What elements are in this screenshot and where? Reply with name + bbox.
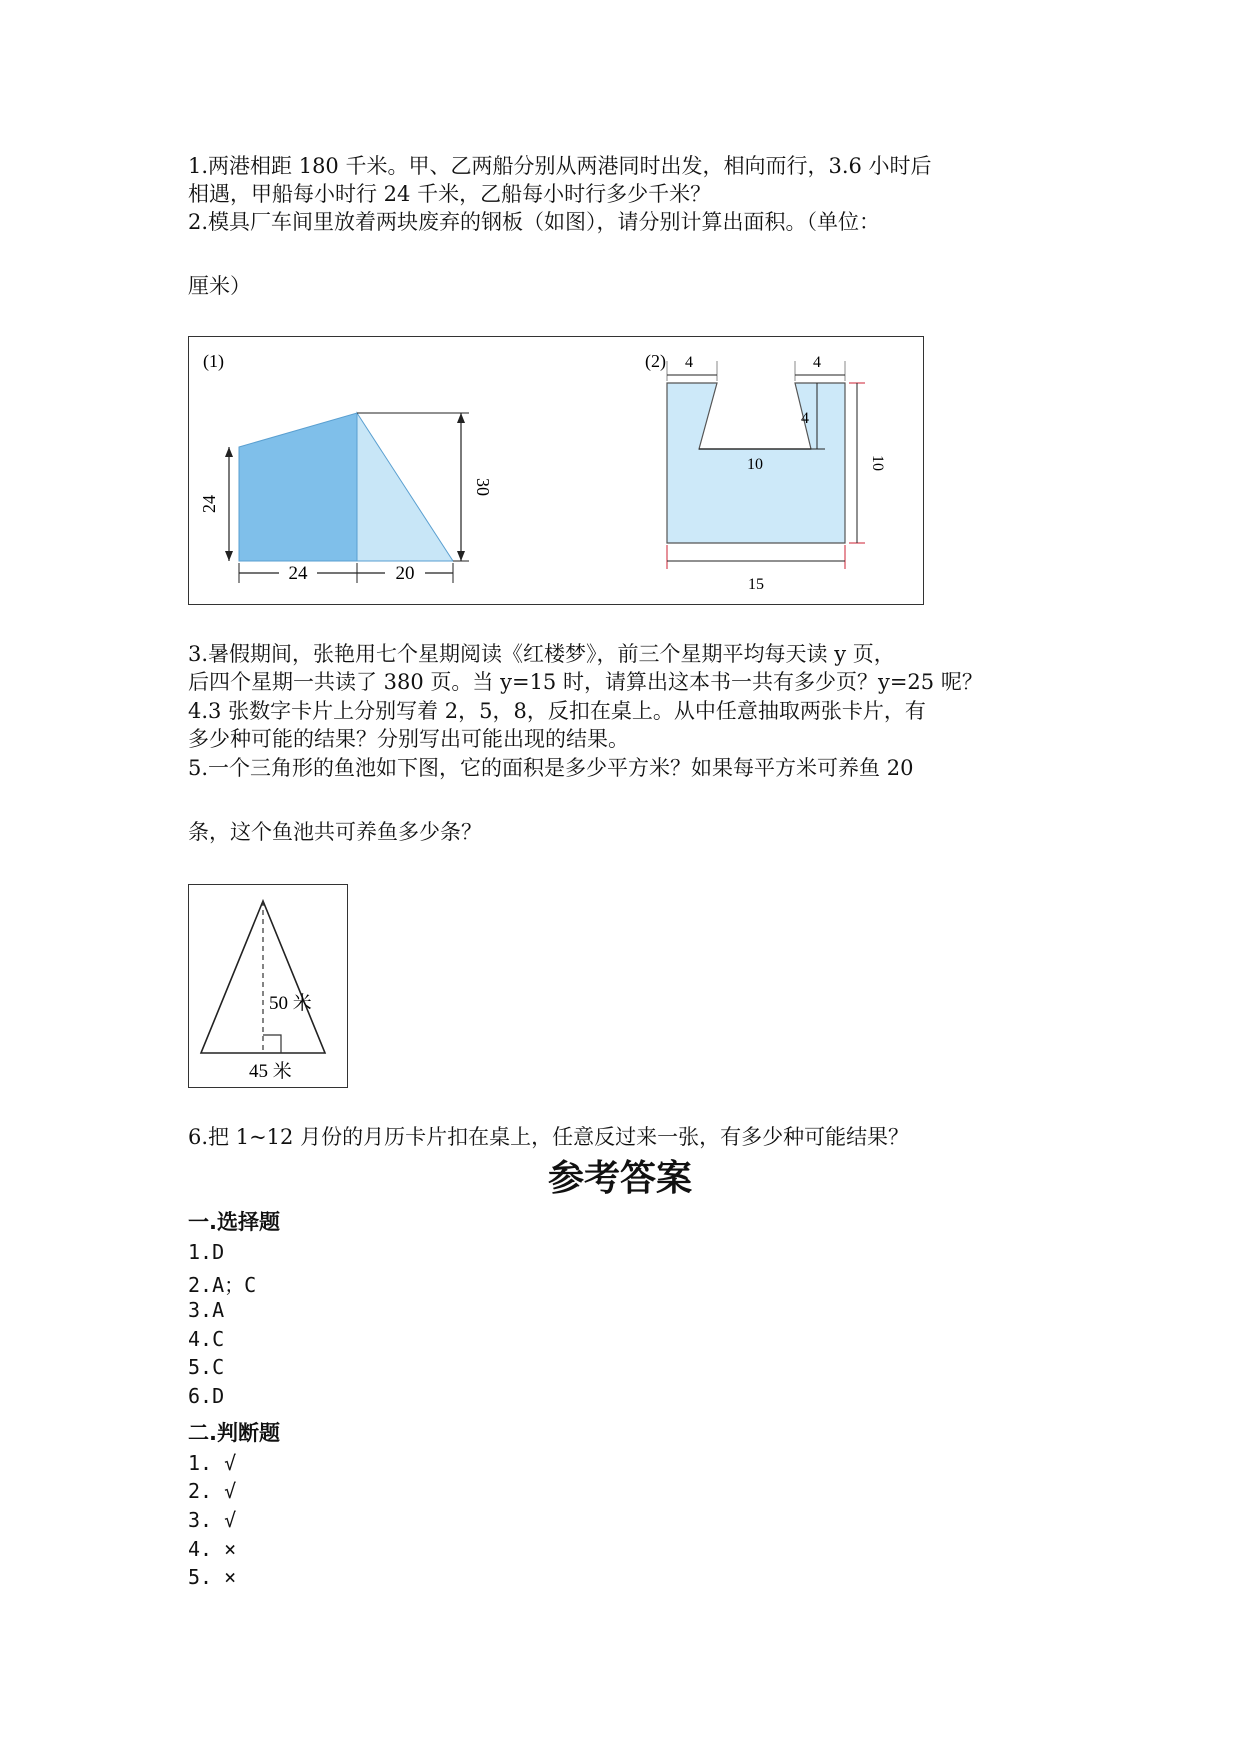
figure2-notch-depth: 4 bbox=[801, 410, 809, 427]
figure2-notch-bottom: 10 bbox=[747, 456, 763, 473]
steel-plates-figure bbox=[188, 336, 924, 605]
judge-answer-5: 5. × bbox=[188, 1565, 237, 1589]
pond-svg bbox=[189, 885, 347, 1087]
figure1-right-height: 30 bbox=[473, 478, 493, 496]
figure1-left-height: 24 bbox=[199, 495, 219, 513]
judge-answer-1: 1. √ bbox=[188, 1451, 237, 1475]
arrow-down-icon bbox=[457, 551, 465, 561]
q3-line1: 3.暑假期间，张艳用七个星期阅读《红楼梦》，前三个星期平均每天读 y 页， bbox=[188, 642, 895, 666]
choice-answer-2: 2.A；C bbox=[188, 1273, 257, 1297]
figure1-dark-trapezoid bbox=[239, 413, 357, 561]
right-angle-icon bbox=[263, 1035, 281, 1053]
choice-answer-4: 4.C bbox=[188, 1327, 225, 1351]
arrow-up-icon bbox=[457, 413, 465, 423]
judge-answer-2: 2. √ bbox=[188, 1479, 237, 1503]
q2-line2: 厘米） bbox=[188, 274, 251, 298]
pond-base-label: 45 米 bbox=[249, 1061, 292, 1082]
q3-line2: 后四个星期一共读了 380 页。当 y=15 时，请算出这本书一共有多少页？y=25 呢？ bbox=[188, 670, 983, 694]
figure1-bottom-right: 20 bbox=[395, 563, 415, 584]
q2-line1: 2.模具厂车间里放着两块废弃的钢板（如图），请分别计算出面积。（单位： bbox=[188, 210, 881, 234]
pond-height-label: 50 米 bbox=[269, 993, 312, 1014]
judge-answer-3: 3. √ bbox=[188, 1508, 237, 1532]
steel-plates-svg bbox=[189, 337, 923, 604]
section-choice: 一.选择题 bbox=[188, 1210, 280, 1234]
q5-line2: 条，这个鱼池共可养鱼多少条？ bbox=[188, 820, 482, 844]
figure2-height: 10 bbox=[869, 455, 886, 471]
figure2-top-left: 4 bbox=[685, 354, 693, 371]
q1-line2: 相遇，甲船每小时行 24 千米，乙船每小时行多少千米？ bbox=[188, 182, 712, 206]
arrow-up-icon bbox=[225, 447, 233, 457]
figure2-top-right: 4 bbox=[813, 354, 821, 371]
q6-line1: 6.把 1~12 月份的月历卡片扣在桌上，任意反过来一张，有多少种可能结果？ bbox=[188, 1125, 910, 1149]
figure1-label: (1) bbox=[203, 351, 224, 371]
pond-figure bbox=[188, 884, 348, 1088]
answers-title: 参考答案 bbox=[547, 1158, 692, 1199]
choice-answer-6: 6.D bbox=[188, 1384, 225, 1408]
q4-line2: 多少种可能的结果？分别写出可能出现的结果。 bbox=[188, 727, 629, 751]
section-judge: 二.判断题 bbox=[188, 1421, 280, 1445]
arrow-down-icon bbox=[225, 551, 233, 561]
choice-answer-5: 5.C bbox=[188, 1355, 225, 1379]
q1-line1: 1.两港相距 180 千米。甲、乙两船分别从两港同时出发，相向而行，3.6 小时后 bbox=[188, 154, 932, 178]
figure2-bottom: 15 bbox=[748, 576, 764, 593]
figure1-bottom-left: 24 bbox=[288, 563, 308, 584]
choice-answer-3: 3.A bbox=[188, 1298, 225, 1322]
judge-answer-4: 4. × bbox=[188, 1537, 237, 1561]
q4-line1: 4.3 张数字卡片上分别写着 2，5，8，反扣在桌上。从中任意抽取两张卡片，有 bbox=[188, 699, 926, 723]
choice-answer-1: 1.D bbox=[188, 1240, 225, 1264]
figure1-light-triangle bbox=[357, 413, 453, 561]
figure2-label: (2) bbox=[645, 351, 666, 371]
q5-line1: 5.一个三角形的鱼池如下图，它的面积是多少平方米？如果每平方米可养鱼 20 bbox=[188, 756, 914, 780]
